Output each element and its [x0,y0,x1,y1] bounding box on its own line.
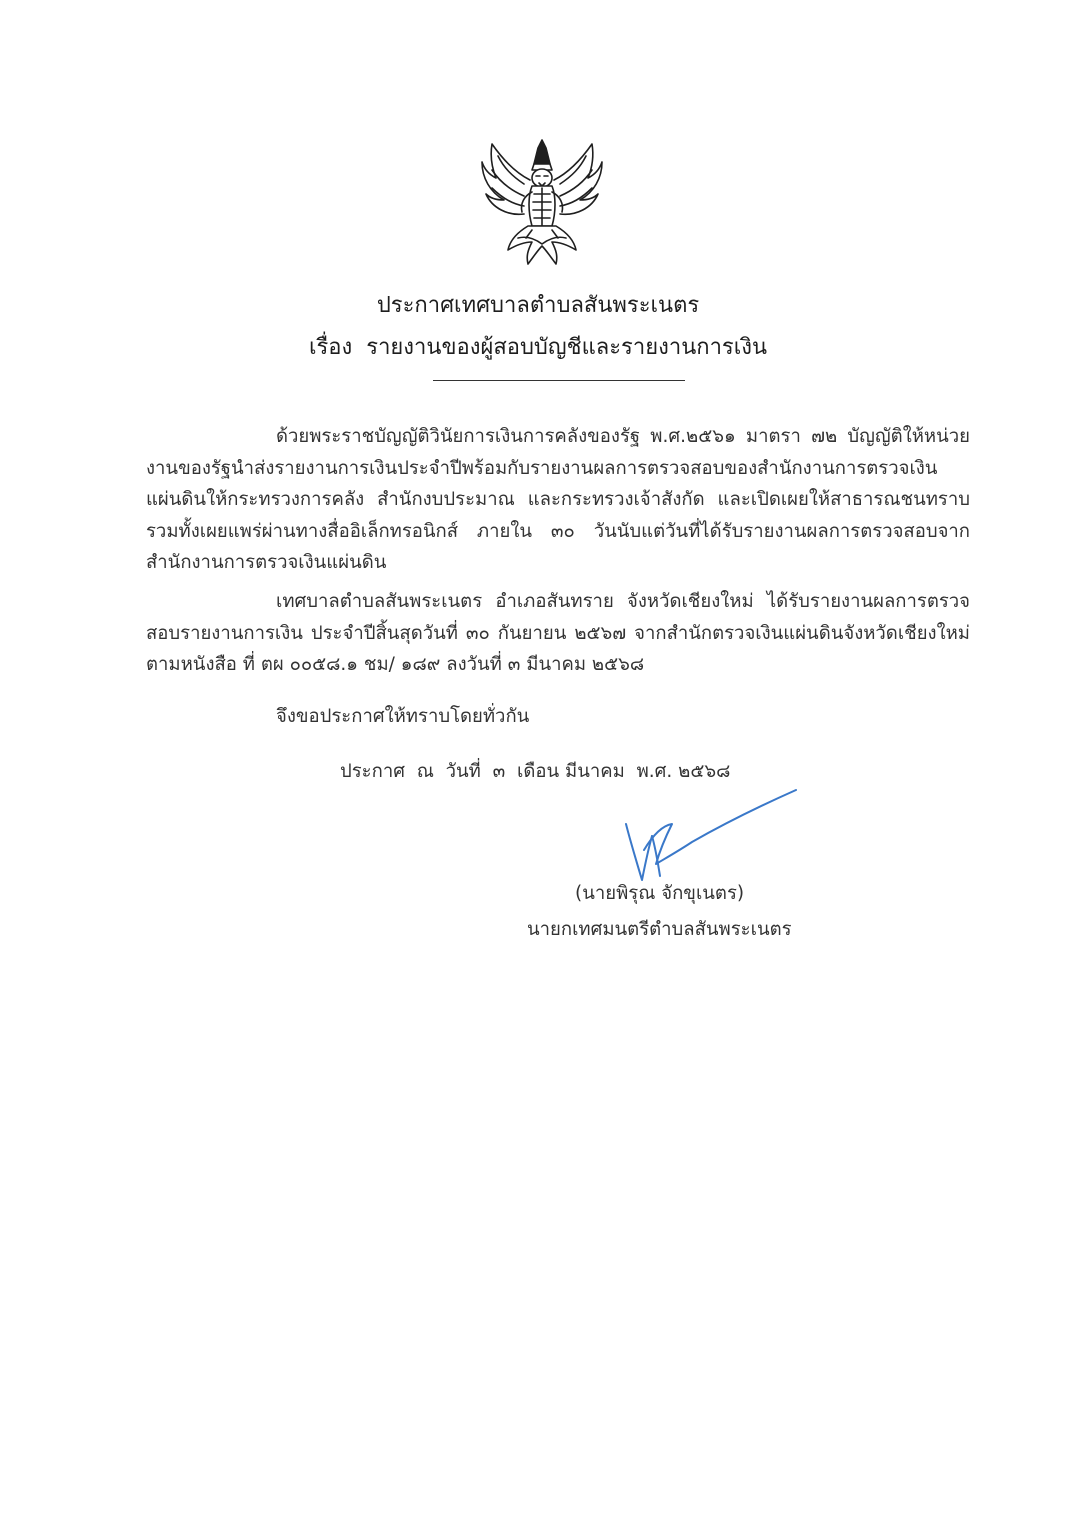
body-paragraph-2-text: เทศบาลตำบลสันพระเนตร อำเภอสันทราย จังหวัดเชียงใหม่ ได้รับรายงานผลการตรวจสอบรายงานการเงิน ประจำปีสิ้นสุดวันที่ ๓๐ กันยายน ๒๕๖๗ จากสำนักตรวจเงินแผ่นดินจังหวัดเชียงใหม่ตามหนังสือ ที่ ตผ ๐๐๕๘.๑ ชม/ ๑๘๙ ลงวันที่ ๓ มีนาคม ๒๕๖๘ [146,591,970,676]
announcement-dateline: ประกาศ ณ วันที่ ๓ เดือน มีนาคม พ.ศ. ๒๕๖๘ [340,761,731,782]
body-paragraph-3: จึงขอประกาศให้ทราบโดยทั่วกัน [276,706,530,727]
garuda-emblem-icon [478,134,606,266]
subject-text: รายงานของผู้สอบบัญชีและรายงานการเงิน [366,335,768,360]
title-divider [433,380,685,381]
signer-name: (นายพิรุณ จักขุเนตร) [575,883,745,904]
announcement-subject [0,332,1076,364]
body-paragraph-1-text: ด้วยพระราชบัญญัติวินัยการเงินการคลังของรัฐ พ.ศ.๒๕๖๑ มาตรา ๗๒ บัญญัติให้หน่วยงานของรัฐนำส่งรายงานการเงินประจำปีพร้อมกับรายงานผลการตรวจสอบของสำนักงานการตรวจเงินแผ่นดินให้กระทรวงการคลัง สำนักงบประมาณ และกระทรวงเจ้าสังกัด และเปิดเผยให้สาธารณชนทราบ รวมทั้งเผยแพร่ผ่านทางสื่ออิเล็กทรอนิกส์ ภายใน ๓๐ วันนับแต่วันที่ได้รับรายงานผลการตรวจสอบจากสำนักงานการตรวจเงินแผ่นดิน [146,426,970,574]
body-paragraph-2 [146,586,970,681]
body-paragraph-1 [146,421,970,579]
handwritten-signature [600,780,810,890]
announcement-title: ประกาศเทศบาลตำบลสันพระเนตร [376,293,700,318]
signer-position: นายกเทศมนตรีตำบลสันพระเนตร [527,919,792,940]
subject-label: เรื่อง [308,335,353,360]
